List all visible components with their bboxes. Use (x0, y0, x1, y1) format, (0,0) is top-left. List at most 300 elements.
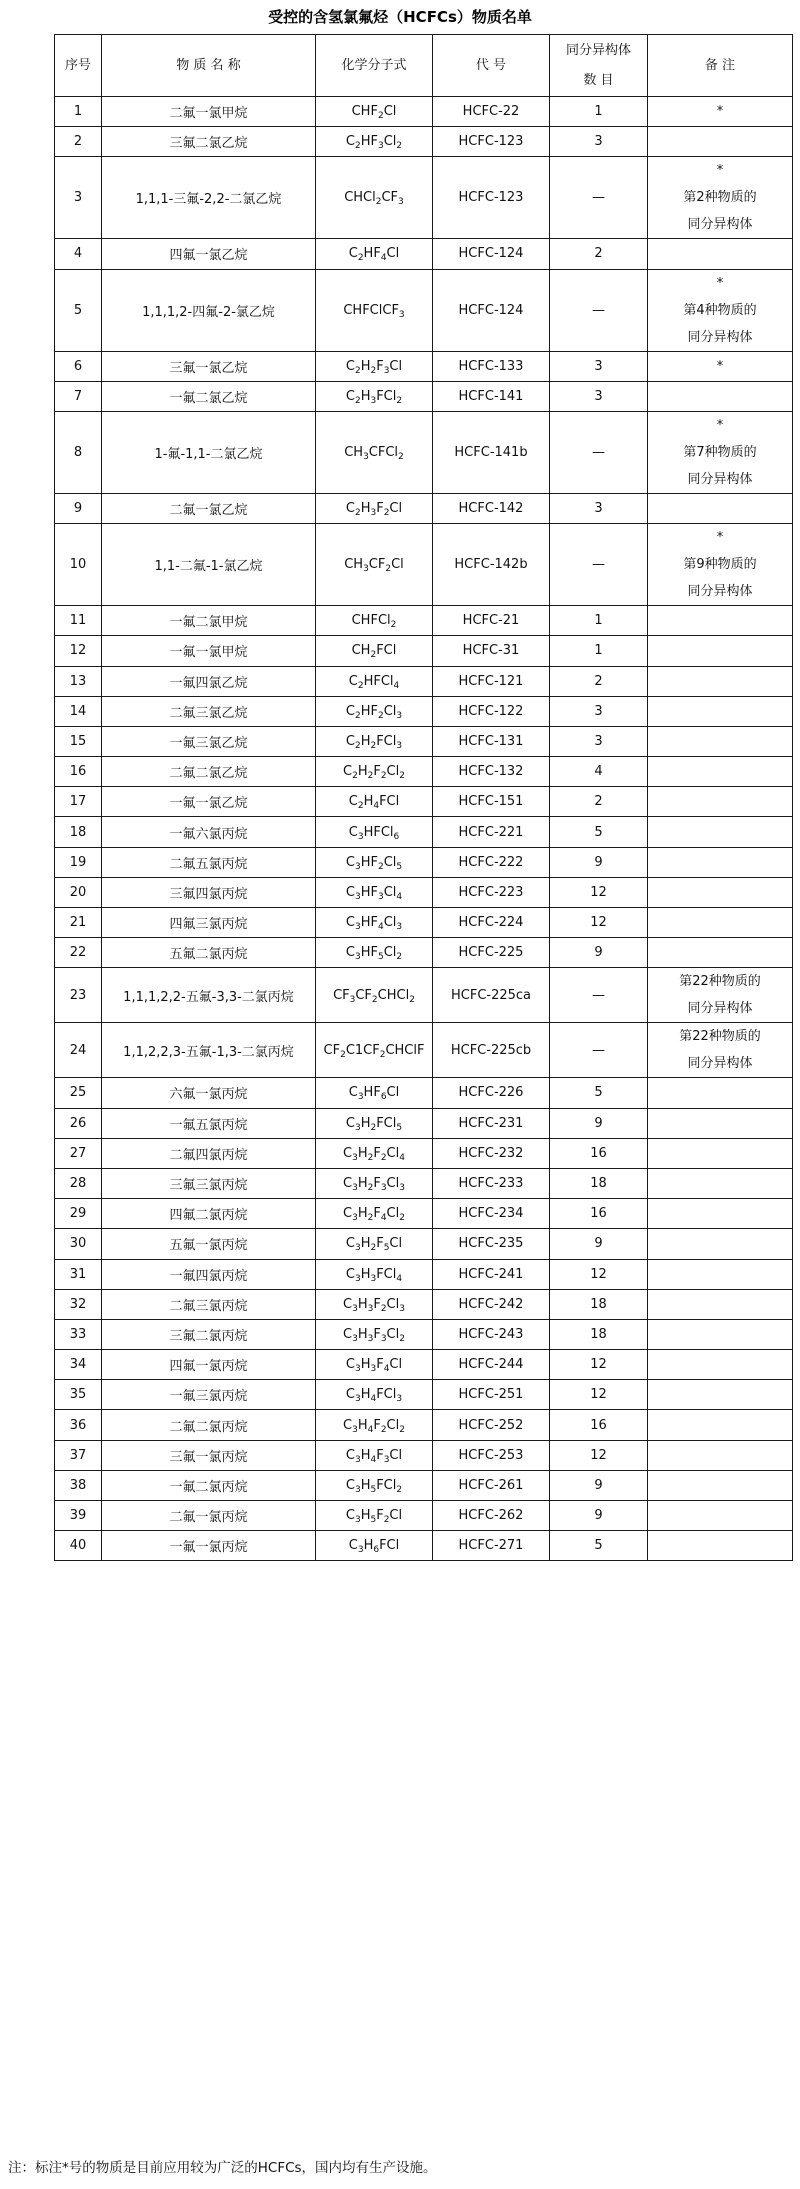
cell-no: 28 (55, 1168, 102, 1198)
table-row (55, 787, 793, 817)
formula-part: CHCl (377, 987, 410, 1003)
table-row (55, 636, 793, 666)
cell-note (648, 968, 793, 1023)
formula-subscript: 4 (380, 253, 387, 264)
cell-code: HCFC-241 (433, 1259, 550, 1289)
cell-code: HCFC-225ca (433, 968, 550, 1023)
cell-formula (316, 847, 433, 877)
cell-isomers: 5 (550, 1078, 648, 1108)
note-line: 第4种物质的 (683, 302, 757, 318)
formula-part: CF (333, 987, 350, 1003)
cell-note (648, 636, 793, 666)
cell-isomers: 3 (550, 351, 648, 381)
formula-subscript: 2 (380, 1424, 387, 1435)
formula-subscript: 6 (393, 831, 400, 842)
formula-subscript: 3 (398, 309, 405, 320)
formula-part: CHFClCF (343, 302, 399, 318)
cell-no: 4 (55, 239, 102, 269)
cell-formula (316, 1259, 433, 1289)
header-formula: 化学分子式 (316, 35, 433, 97)
cell-formula (316, 1108, 433, 1138)
formula-part: C (348, 1085, 358, 1101)
formula-part: FCl (376, 388, 397, 404)
formula-part: F (376, 1508, 384, 1524)
formula-part: H (360, 1115, 371, 1131)
formula-subscript: 2 (396, 141, 403, 152)
formula-part: Cl (386, 1326, 400, 1342)
formula-part: H (357, 1206, 368, 1222)
cell-no: 2 (55, 127, 102, 157)
formula-subscript: 3 (367, 1333, 374, 1344)
cell-name: 四氟二氯丙烷 (102, 1199, 316, 1229)
formula-subscript: 2 (354, 141, 361, 152)
cell-name: 1,1,1-三氟-2,2-二氯乙烷 (102, 157, 316, 239)
cell-note (648, 524, 793, 606)
cell-isomers: 12 (550, 1259, 648, 1289)
formula-part: F (373, 1296, 381, 1312)
note-line: * (716, 163, 724, 179)
note-line: * (716, 530, 724, 546)
formula-subscript: 2 (352, 771, 358, 782)
formula-part: H (357, 1176, 368, 1192)
formula-subscript: 4 (380, 1213, 387, 1224)
formula-part: C (345, 703, 355, 719)
cell-name: 1,1,1,2-四氟-2-氯乙烷 (102, 269, 316, 351)
table-row (55, 1229, 793, 1259)
formula-part: HF (360, 884, 378, 900)
cell-code: HCFC-31 (433, 636, 550, 666)
formula-subscript: 3 (370, 1364, 377, 1375)
formula-subscript: 2 (399, 771, 405, 782)
cell-code: HCFC-262 (433, 1501, 550, 1531)
cell-name: 二氟五氯丙烷 (102, 847, 316, 877)
formula-part: C (345, 1387, 355, 1403)
cell-name: 一氟四氯丙烷 (102, 1259, 316, 1289)
formula-part: C (345, 1236, 355, 1252)
formula-part: CH (344, 444, 364, 460)
cell-code: HCFC-243 (433, 1319, 550, 1349)
cell-code: HCFC-133 (433, 351, 550, 381)
cell-no: 37 (55, 1440, 102, 1470)
cell-no: 30 (55, 1229, 102, 1259)
formula-part: Cl (383, 854, 397, 870)
formula-part: Cl (383, 703, 397, 719)
cell-code: HCFC-235 (433, 1229, 550, 1259)
note-line: 第2种物质的 (683, 190, 757, 206)
header-no: 序号 (55, 35, 102, 97)
formula-subscript: 2 (357, 253, 364, 264)
formula-subscript: 2 (380, 1152, 387, 1163)
note-line: 同分异构体 (687, 329, 753, 345)
cell-note (648, 1410, 793, 1440)
cell-isomers: 9 (550, 847, 648, 877)
formula-part: C (348, 1538, 358, 1554)
formula-subscript: 3 (396, 1394, 403, 1405)
cell-note (648, 1168, 793, 1198)
formula-subscript: 3 (380, 1183, 387, 1194)
cell-name: 三氟二氯丙烷 (102, 1319, 316, 1349)
formula-part: Cl (389, 1357, 403, 1373)
formula-subscript: 3 (380, 1333, 387, 1344)
formula-subscript: 2 (354, 710, 361, 721)
cell-isomers: 5 (550, 1531, 648, 1561)
cell-formula (316, 1229, 433, 1259)
formula-part: C1CF (345, 1042, 380, 1058)
cell-formula (316, 968, 433, 1023)
cell-note (648, 726, 793, 756)
cell-no: 16 (55, 757, 102, 787)
cell-no: 35 (55, 1380, 102, 1410)
formula-part: H (363, 1538, 374, 1554)
formula-subscript: 3 (357, 1545, 364, 1556)
formula-subscript: 2 (385, 564, 392, 575)
cell-formula (316, 1501, 433, 1531)
cell-name: 1-氟-1,1-二氯乙烷 (102, 411, 316, 493)
formula-subscript: 3 (396, 922, 403, 933)
formula-subscript: 5 (370, 1515, 377, 1526)
formula-part: HF (360, 134, 378, 150)
formula-part: H (360, 733, 371, 749)
cell-name: 一氟四氯乙烷 (102, 666, 316, 696)
cell-note (648, 877, 793, 907)
cell-code: HCFC-151 (433, 787, 550, 817)
table-header-row (55, 35, 793, 97)
cell-note (648, 381, 793, 411)
formula-part: C (345, 1447, 355, 1463)
formula-subscript: 3 (370, 395, 377, 406)
formula-part: H (360, 1387, 371, 1403)
note-line: * (716, 358, 724, 374)
cell-note (648, 1023, 793, 1078)
header-note: 备 注 (648, 35, 793, 97)
formula-subscript: 3 (354, 1515, 361, 1526)
cell-name: 一氟三氯乙烷 (102, 726, 316, 756)
cell-no: 3 (55, 157, 102, 239)
cell-name: 一氟五氯丙烷 (102, 1108, 316, 1138)
table-row (55, 1289, 793, 1319)
formula-part: C (345, 388, 355, 404)
cell-name: 一氟一氯乙烷 (102, 787, 316, 817)
cell-isomers: 18 (550, 1319, 648, 1349)
formula-part: C (343, 1176, 353, 1192)
formula-part: H (360, 388, 371, 404)
table-row (55, 606, 793, 636)
table-row (55, 157, 793, 239)
formula-subscript: 3 (352, 1183, 358, 1194)
formula-part: CFCl (368, 444, 399, 460)
cell-note (648, 239, 793, 269)
cell-no: 34 (55, 1350, 102, 1380)
formula-subscript: 2 (357, 680, 364, 691)
table-row (55, 1470, 793, 1500)
table-row (55, 1319, 793, 1349)
formula-subscript: 2 (377, 111, 384, 122)
table-row (55, 351, 793, 381)
cell-no: 19 (55, 847, 102, 877)
cell-formula (316, 381, 433, 411)
note-line: 第22种物质的 (679, 974, 761, 990)
formula-part: H (360, 1266, 371, 1282)
formula-subscript: 2 (383, 1515, 390, 1526)
cell-no: 11 (55, 606, 102, 636)
cell-code: HCFC-226 (433, 1078, 550, 1108)
formula-part: CF (323, 1042, 341, 1058)
table-row (55, 938, 793, 968)
cell-isomers: 9 (550, 1501, 648, 1531)
cell-name: 一氟三氯丙烷 (102, 1380, 316, 1410)
cell-name: 二氟四氯丙烷 (102, 1138, 316, 1168)
formula-part: Cl (389, 1236, 403, 1252)
cell-formula (316, 787, 433, 817)
formula-subscript: 3 (354, 1273, 361, 1284)
cell-code: HCFC-121 (433, 666, 550, 696)
formula-part: Cl (386, 246, 400, 262)
formula-part: C (345, 945, 355, 961)
formula-subscript: 2 (370, 1243, 377, 1254)
table-row (55, 1023, 793, 1078)
cell-code: HCFC-234 (433, 1199, 550, 1229)
cell-name: 二氟一氯丙烷 (102, 1501, 316, 1531)
formula-part: F (376, 358, 384, 374)
note-line: 同分异构体 (687, 1001, 753, 1017)
formula-part: Cl (386, 1417, 400, 1433)
formula-subscript: 3 (399, 1303, 405, 1314)
cell-isomers: 16 (550, 1199, 648, 1229)
formula-part: H (357, 1296, 368, 1312)
formula-subscript: 3 (354, 1122, 361, 1133)
formula-part: Cl (383, 104, 397, 120)
cell-code: HCFC-123 (433, 157, 550, 239)
cell-name: 四氟一氯丙烷 (102, 1350, 316, 1380)
formula-subscript: 4 (396, 1273, 403, 1284)
note-line: 第22种物质的 (679, 1029, 761, 1045)
cell-note (648, 1319, 793, 1349)
cell-note (648, 1380, 793, 1410)
cell-note (648, 157, 793, 239)
formula-subscript: 2 (375, 197, 382, 208)
cell-formula (316, 1410, 433, 1440)
cell-formula (316, 877, 433, 907)
cell-name: 1,1,2,2,3-五氟-1,3-二氯丙烷 (102, 1023, 316, 1078)
cell-name: 二氟三氯乙烷 (102, 696, 316, 726)
cell-formula (316, 1350, 433, 1380)
formula-part: HF (360, 854, 378, 870)
cell-note (648, 696, 793, 726)
formula-part: C (343, 1145, 353, 1161)
cell-isomers: 3 (550, 726, 648, 756)
formula-part: HFCl (363, 824, 394, 840)
formula-part: C (343, 1296, 353, 1312)
formula-subscript: 2 (383, 508, 390, 519)
table-row (55, 127, 793, 157)
cell-note (648, 1531, 793, 1561)
formula-subscript: 5 (383, 1243, 390, 1254)
cell-note (648, 1440, 793, 1470)
cell-code: HCFC-253 (433, 1440, 550, 1470)
formula-part: F (373, 1417, 381, 1433)
note-line: 同分异构体 (687, 584, 753, 600)
formula-subscript: 2 (396, 1484, 403, 1495)
formula-subscript: 3 (352, 1424, 358, 1435)
formula-subscript: 3 (363, 451, 369, 462)
header-isomers-line2: 数 目 (583, 72, 614, 88)
cell-code: HCFC-225cb (433, 1023, 550, 1078)
cell-isomers: 12 (550, 1440, 648, 1470)
formula-part: HF (363, 1085, 381, 1101)
formula-subscript: 2 (396, 395, 403, 406)
cell-no: 21 (55, 908, 102, 938)
cell-formula (316, 1289, 433, 1319)
formula-subscript: 3 (396, 740, 403, 751)
cell-code: HCFC-225 (433, 938, 550, 968)
cell-name: 二氟三氯丙烷 (102, 1289, 316, 1319)
formula-part: F (373, 764, 381, 780)
cell-isomers: 1 (550, 606, 648, 636)
formula-subscript: 5 (377, 952, 384, 963)
formula-subscript: 4 (393, 680, 400, 691)
cell-code: HCFC-22 (433, 97, 550, 127)
cell-no: 33 (55, 1319, 102, 1349)
formula-part: Cl (389, 1447, 403, 1463)
formula-subscript: 2 (354, 508, 361, 519)
cell-isomers: 3 (550, 127, 648, 157)
formula-subscript: 2 (396, 952, 403, 963)
formula-part: C (345, 501, 355, 517)
cell-note (648, 1199, 793, 1229)
formula-subscript: 2 (370, 365, 377, 376)
formula-part: F (373, 1326, 381, 1342)
formula-part: Cl (386, 1206, 400, 1222)
formula-part: C (343, 1417, 353, 1433)
formula-subscript: 4 (399, 1152, 405, 1163)
formula-part: HF (360, 945, 378, 961)
table-row (55, 381, 793, 411)
formula-subscript: 4 (370, 1394, 377, 1405)
table-row (55, 696, 793, 726)
formula-subscript: 5 (396, 861, 403, 872)
formula-subscript: 6 (373, 1545, 380, 1556)
cell-formula (316, 97, 433, 127)
formula-part: F (376, 1447, 384, 1463)
note-line: 同分异构体 (687, 1056, 753, 1072)
formula-subscript: 2 (371, 994, 378, 1005)
cell-formula (316, 411, 433, 493)
formula-part: Cl (391, 557, 404, 573)
formula-part: C (343, 1206, 353, 1222)
cell-code: HCFC-142b (433, 524, 550, 606)
formula-part: H (357, 1326, 368, 1342)
cell-name: 1,1-二氟-1-氯乙烷 (102, 524, 316, 606)
cell-formula (316, 524, 433, 606)
formula-part: HF (360, 703, 378, 719)
cell-no: 1 (55, 97, 102, 127)
formula-part: H (357, 1145, 368, 1161)
cell-note (648, 97, 793, 127)
formula-part: Cl (386, 1296, 400, 1312)
cell-name: 三氟三氯丙烷 (102, 1168, 316, 1198)
cell-no: 38 (55, 1470, 102, 1500)
cell-code: HCFC-142 (433, 493, 550, 523)
formula-subscript: 3 (357, 1092, 364, 1103)
cell-name: 六氟一氯丙烷 (102, 1078, 316, 1108)
formula-subscript: 3 (367, 1303, 374, 1314)
formula-part: F (376, 1236, 384, 1252)
note-line: 第7种物质的 (683, 444, 757, 460)
cell-code: HCFC-131 (433, 726, 550, 756)
cell-isomers: 12 (550, 877, 648, 907)
cell-name: 二氟一氯乙烷 (102, 493, 316, 523)
formula-part: Cl (383, 884, 397, 900)
formula-subscript: 2 (367, 1183, 374, 1194)
cell-formula (316, 1138, 433, 1168)
cell-isomers: 3 (550, 696, 648, 726)
table-row (55, 968, 793, 1023)
cell-code: HCFC-224 (433, 908, 550, 938)
cell-name: 一氟一氯甲烷 (102, 636, 316, 666)
cell-code: HCFC-261 (433, 1470, 550, 1500)
table-row (55, 1138, 793, 1168)
cell-note (648, 847, 793, 877)
table-row (55, 817, 793, 847)
cell-isomers: 9 (550, 1108, 648, 1138)
cell-name: 四氟三氯丙烷 (102, 908, 316, 938)
cell-isomers: — (550, 968, 648, 1023)
formula-subscript: 4 (370, 1454, 377, 1465)
cell-no: 18 (55, 817, 102, 847)
cell-isomers: 1 (550, 636, 648, 666)
formula-subscript: 2 (354, 365, 361, 376)
cell-isomers: — (550, 1023, 648, 1078)
cell-note (648, 1108, 793, 1138)
cell-no: 8 (55, 411, 102, 493)
formula-subscript: 4 (383, 1364, 390, 1375)
formula-subscript: 3 (377, 141, 384, 152)
cell-note (648, 606, 793, 636)
formula-part: C (345, 1357, 355, 1373)
table-row (55, 239, 793, 269)
formula-subscript: 3 (349, 994, 356, 1005)
cell-code: HCFC-251 (433, 1380, 550, 1410)
cell-formula (316, 696, 433, 726)
formula-subscript: 4 (396, 891, 403, 902)
cell-isomers: 5 (550, 817, 648, 847)
cell-name: 一氟二氯甲烷 (102, 606, 316, 636)
formula-subscript: 2 (370, 740, 377, 751)
table-row (55, 1168, 793, 1198)
formula-subscript: 2 (367, 1213, 374, 1224)
cell-no: 14 (55, 696, 102, 726)
cell-note (648, 1259, 793, 1289)
formula-subscript: 5 (396, 1122, 403, 1133)
cell-note (648, 269, 793, 351)
cell-code: HCFC-231 (433, 1108, 550, 1138)
cell-formula (316, 351, 433, 381)
formula-part: C (345, 1477, 355, 1493)
cell-name: 一氟二氯乙烷 (102, 381, 316, 411)
formula-part: C (348, 794, 358, 810)
formula-part: FCl (376, 1115, 397, 1131)
cell-no: 13 (55, 666, 102, 696)
cell-isomers: 4 (550, 757, 648, 787)
formula-part: Cl (386, 1176, 400, 1192)
cell-no: 20 (55, 877, 102, 907)
formula-part: C (345, 134, 355, 150)
hcfc-substance-table (54, 34, 793, 1561)
formula-subscript: 2 (377, 861, 384, 872)
formula-subscript: 3 (354, 891, 361, 902)
cell-note (648, 817, 793, 847)
formula-part: FCl (376, 1387, 397, 1403)
